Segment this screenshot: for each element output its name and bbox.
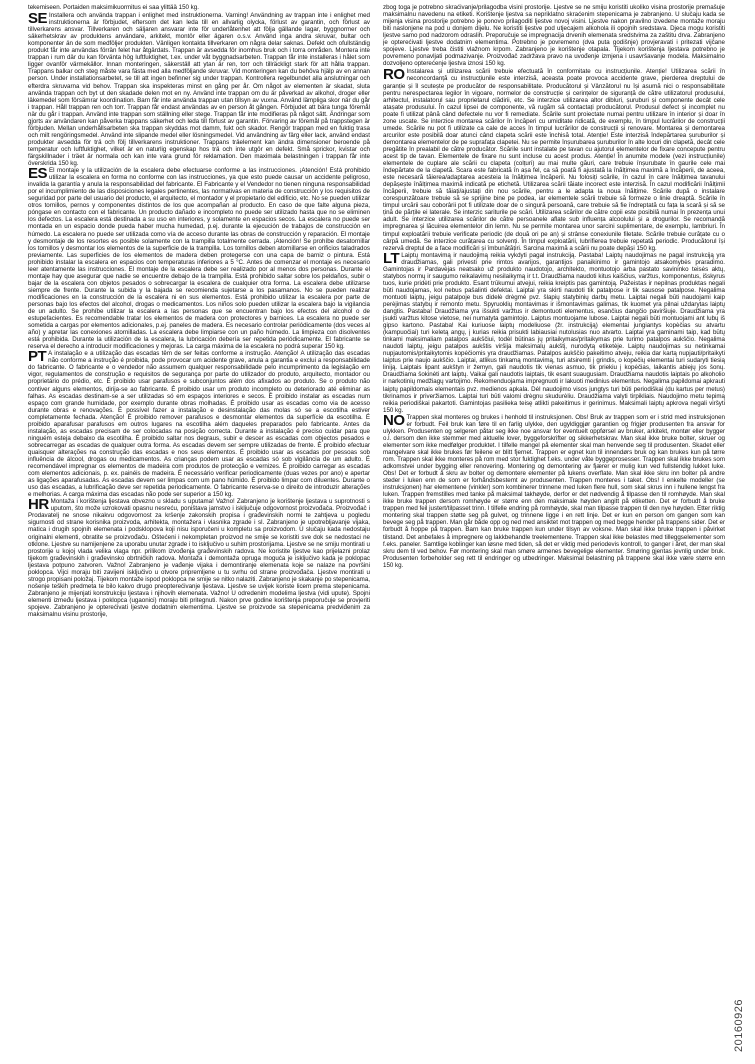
intro-text-fi: tekemiseen. Portaiden maksimikuormitus ei saa ylittää 150 kg. [28, 4, 199, 11]
section-text-lt: Laiptų montavimą ir naudojimą reikia vykdyti pagal instrukciją. Pastaba! Laiptų naudojimas ne pagal instrukciją yra draudžiamas, gali privesti prie rimtos avarijos, garantijos panaikinimo ir gamintojo atsakomybės praradimo. Gamintojas ir Pardavėjas neatsako už produkto naudotojo, architekto, montuotojo arba pastato savininko teisės aktų, statybos normų ir saugumo reikalavimų nesilaikymą ir t.t. Draudžiama naudoti kitus kaiščius, varžtus, komponentus, išskyrus tuos, kurie pridėti prie produkto. Esant trūkumui atvejui, reikia kreiptis pas gamintoją. Pažeistas ir nepilnas produktas negali būti naudojamas, kol nebus pašalinti defektai. Laiptai yra skirti naudoti tik patalpose ir tik sausose patalpose. Negalima montuoti laiptų, jeigu patalpoje bus didelė drėgmė pvz. šlapių statybinių darbų metu. Laiptai negali būti naudojami kaip perėjimas statybų ir remonto metu. Spyruoklių montavimas ir išmontavimas galimas, tik kuomet yra pilnai uždarytas laiptų dangtis. Pastaba! Draudžiama yra išsukti varžtus ir demontuoti elementus, esančius dangčio paviršiuje. Draudžiama yra įsukti varžtus kitose vietose, nei numatyta gamintojo. Laiptus montuojame lubose. Laiptai negali būti montuojami ant lubų iš gipso kartono. Pastaba! Kai kuriuose laiptų modeliuose (žr. instrukciją) elementai jungiantys kopėčias su atvartu (kampuočiai) turi keletą angų, į kurias reikia prisukti labiausiai nutolusias nuo atvarto. Laiptai yra gaminami taip, kad būtų tinkami maksimaliam patalpos aukščiui, todėl būtinas jų pritaikymas/pritaikymas prie turimo patalpos aukščio. Negalima naudoti laiptų, jeigu patalpos aukštis viršija maksimalų aukštį, nurodytą etiketėje. Laiptų naudojimas su netinkamai nupjautomis/pritaikytomis kopėčiomis yra draudžiamas. Patalpos aukščio pakeitimo atveju, reikia dar kartą nupjauti/pritaikyti laiptus prie naujo aukščio. Laiptai, atlikus tinkamą montavimą, turi atsiremti į grindis, o kopėčių elementai turi sudaryti tiesią liniją. Laiptais lipant aukštyn ir žemyn, gali naudotis tik vienas asmuo, tik priekiu į kopėčias, laikantis abiejų jos šonų. Draudžiama šokinėti ant laiptų. Vaikai gali naudotis laiptais, tik esant suaugusiam. Draudžiama naudotis laiptais po alkoholio ir narkotinių medžiagų vartojimo. Rekomenduojama impregnuoti ir lakuoti medinius elementus. Negalima papildomai apkrauti laiptų papildomais elementais pvz. medienos apkala. Dėl naudojimo visos jungtys turi būti periodiškai (du kartus per metus) tikrinamos ir priveržiamos. Laiptai turi būti valomi drėgnu skudurėliu. Draudžiama valyti tirpikliais. Naudojimo metu tepimą reikia periodiškai pakartoti. Gamintojas pasilieka teisę atlikti pakeitimus ir gerinimus. Maksimali laiptų apkrova negali viršyti 150 kg. [383, 251, 725, 414]
section-text-no: Trappen skal monteres og brukes i henhold til instruksjonen. Obs! Bruk av trappen som er i strid med instruksjonen er forbudt. Feil bruk kan føre til en farlig ulykke, den ugyldiggjør garantien og frigjør produsenten fra ansvar for ulykken. Produsenten og selgeren påtar seg ikke noe ansvar for eventuelt oppførsel av bruker, arkitekt, montør eller bygger o.l. dersom den ikke stemmer med aktuelle lover, byggeforskrifter og sikkerhetskrav. Man skal ikke bruke bolter, skruer og elementer som ikke medfølger produktet. I tilfelle mangel på elementer skal man henvende seg til produsenten. Skadet eller mangelvare skal ikke brukes før feilene er blitt fjernet. Trappen er egnet kun til innendørs bruk og kan brukes kun på tørre rom. Trappen skal ikke monteres på rom med stor fuktighet f.eks. under våte byggeprosesser. Trappen skal ikke brukes som adkomstvei under bygging eller renovering. Montering og demontering av fjærer er mulig kun ved fullstendig lukket luke. Obs! Det er forbudt å skru av bolter og demontere elementer på lukens overflate. Man skal ikke skru inn bolter på andre steder i luken enn de som er forhåndsbestemt av produsenten. Trappen monteres i taket. Obs! I enkelte modeller (se instruksjonen) har elementene (vinkler) som kombinerer trinnene med luken flere hull, som skal skrus inn i hullene lengst fra luken. Trappen fremstilles med tanke på maksimal takhøyde, derfor er det nødvendig å tilpasse den til romhøyde. Man skal ikke bruke trappen dersom romhøyde er større enn den maksimale høyden angitt på etiketten. Det er forbudt å bruke trappen med feil justert/tilpasset trinn. I tilfelle endring på romhøyde, skal man tilpasse trappen til den nye høyden. Etter riktig montering skal trappen støtte seg på gulvet, og trinnene ligge i en rett linje. Det er kun en person om gangen som kan bevege seg på trappen. Man går både opp og ned med ansiktet mot trappen og med begge hender på trappens sider. Det er forbudt å hoppe på trappen. Barn kan bruke trappen kun under tilsyn av voksne. Man skal ikke bruke trappen i påvirket tilstand. Det anbefales å impregnere og lakkbehandle treelementene. Trappen skal ikke belastes med tilleggselementer som f.eks. paneler. Samtlige koblinger kan løsne med tiden, så det er viktig med periodevis kontroll, to ganger i året, der man skal skru dem til ved behov. Før montering skal man smøre armenes bevegelige elementer. Smøring gjentas jevnlig under bruk. Produsenten forbeholder seg rett til endringer og utbedringer. Maksimal belastning på trappene skal ikke være større enn 150 kg. [383, 413, 725, 569]
section-hr [28, 498, 370, 618]
right-column [383, 4, 725, 1056]
section-se [28, 12, 370, 167]
document-code: 20160926 [733, 999, 745, 1052]
section-lt [383, 249, 725, 414]
section-no [383, 411, 725, 569]
section-text-es: El montaje y la utilización de la escalera debe efectuarse conforme a las instrucciones. ¡Atención! Está prohibido utilizar la escalera en forma no conforme con las instrucciones, ya que esto puede causar un accidente peligroso, invalida la garantía y anula la responsabilidad del fabricante. El Fabricante y el Vendedor no tienen ninguna responsabilidad por el incumplimiento de las disposiciones legales pertinentes, las normativas en materia de construcción y los requisitos de seguridad por parte del usuario del producto, el arquitecto, el montador y el propietario del edificio, etc. No se pueden utilizar otros tornillos, pernos y componentes distintos de los que acompañan al producto. En caso de que falte alguna pieza, póngase en contacto con el fabricante. Un producto dañado e incompleto no puede ser utilizado hasta que no se eliminen los defectos. La escalera está destinada a su uso en interiores, y solamente en espacios secos. La escalera no puede ser montada en un espacio donde pueda haber mucha humedad, p.ej. durante la ejecución de trabajos de construcción en húmedo. La escalera no puede ser utilizada como vía de acceso durante las obras de construcción y reparación. El montaje y desmontaje de los resortes es posible solamente con la trampilla totalmente cerrada. ¡Atención! Se prohíbe desatornillar los tornillos y desmontar los elementos de la superficie de la trampilla. Los tornillos deben atornillarse en orificios taladrados previamente. Las superficies de los elementos de madera deben protegerse con una capa de barniz o pintura. Está prohibido instalar la escalera en espacios con temperaturas inferiores a 5 °C. Antes de comenzar el montaje es necesario leer atentamente las instrucciones. El montaje de la escalera debe ser realizado por al menos dos personas. Durante el montaje hay que asegurar que nadie se encuentre debajo de la trampilla. Está prohibido saltar sobre los peldaños, subir o bajar de la escalera con objetos pesados o sobrecargar la escalera de cualquier otra forma. La escalera debe utilizarse siempre de frente. Durante la subida y la bajada se recomienda sujetarse a los pasamanos. No se pueden realizar modificaciones en la construcción de la escalera ni en sus elementos. Está prohibido utilizar la escalera por parte de personas bajo los efectos del alcohol, drogas o medicamentos. Los niños solo pueden utilizar la escalera bajo la vigilancia de un adulto. Se prohíbe utilizar la escalera a las personas que se encuentran bajo los efectos del alcohol o de estupefacientes. Es recomendable tratar los elementos de madera con protectores y barnices. La escalera no puede ser sometida a cargas por elementos adicionales, p.ej. paneles de madera. Es necesario controlar periódicamente (dos veces al año) y apretar las conexiones atornilladas. La escalera debe limpiarse con un paño húmedo. La limpieza con disolventes está prohibida. Durante la utilización de la escalera, la lubricación debería ser repetida periódicamente. El fabricante se reserva el derecho a introducir modificaciones y mejoras. La carga máxima de la escalera no podrá superar 150 kg. [28, 167, 370, 351]
intro-text-hr-cont: zbog toga je potrebno skraćivanje/prilagodba visini prostorije. Ljestve se ne smiju koristiti ukoliko visina prostorije premašuje maksimalnu navedenu na etiketi. Korištenje ljestva sa nepriklatno skraćenim stepenicama je zabranjeno. U slučaju kada se mijenja visina prostorije potrebno je ponovo prilagoditi ljestve novoj visini. Ljestve nakon pravilno izvedene montaže moraju biti naslonjene na pod u donjem dijelu. Ne koristiti ljestve pod utjecajem alkohola ili opojnih sredstava. Djeca mogu koristiti ljestve samo pod nadzorom odraslih. Preporučuje se impregnacija drvenih elemenata sredstvima za zaštitu drva. Zabranjeno je opterećivati ljestve dodatnim elementima. Potrebno je povremeno (dva puta godišnje) provjeravati i pritezati vijčane spojeve. Ljestve treba čistiti vlažnom krpom. Zabranjeno je korištenje otapala. Tijekom korištenja ljestava potrebno je povremeno ponavljati podmazivanje. Proizvođač zadržava pravo na uvođenje izmjena i usavršavanje modela. Maksimalno dozvoljeno opterećenje ljestva iznosi 150 kg. [383, 4, 725, 68]
language-code-lt: LT [383, 249, 400, 267]
language-code-se: SE [28, 10, 48, 28]
section-es [28, 167, 370, 350]
section-text-pt: A instalação e a utilização das escadas têm de ser feitas conforme a instrução. Atenção! A utilização das escadas não conforme a instrução é proibida, pode provocar um acidente grave, anula a garantia e exclui a responsabilidade do fabricante. O fabricante e o vendedor não assumem qualquer responsabilidade pelo incumprimento da legislação em vigor, regulamentos de construção e requisitos de segurança por parte do utilizador do produto, arquitecto, montador ou proprietário do prédio, etc. É proibido usar parafusos e subconjuntos além dos afixados ao produto. Se o produto não contiver alguns elementos, dirija-se ao fabricante. É proibido usar um produto incompleto ou deteriorado até eliminar as falhas. As escadas destinam-se a ser utilizadas só em espaços interiores e secos. É proibido instalar as escadas num espaço com grande humidade, por exemplo durante obras molhadas. É proibido usar as escadas como via de acesso durante obras e renovações. É possível fazer a instalação e desinstalação das molas só se a escotilha estiver completamente fechada. Atenção! É proibido remover parafusos e desmontar elementos da superfície da escotilha. É proibido aparafusar parafusos em outros lugares na escotilha além daqueles preparados pelo fabricante. Antes da instalação, as escadas precisam de ser colocadas na posição correcta. Durante a instalação é preciso cuidar para que ninguém esteja debaixo da escotilha. É proibido saltar nos degraus, subir e descer as escadas com objectos pesados e sobrecarregar as escadas de qualquer outra forma. As escadas devem ser sempre utilizadas de frente. É proibido efectuar quaisquer alterações na construção das escadas e nos seus elementos. É proibido usar as escadas por pessoas sob influência de álcool, drogas ou medicamentos. As crianças podem usar as escadas só sob vigilância de um adulto. É recomendável impregnar os elementos de madeira com produtos de protecção e vernizes. É proibido carregar as escadas com elementos adicionais, p. ex. painéis de madeira. É necessário verificar periodicamente (duas vezes por ano) e apertar as ligações aparafusadas. As escadas devem ser limpas com um pano húmido. É proibido limpar com diluentes. Durante o uso das escadas, a lubrificação deve ser repetida periodicamente. O fabricante reserva-se o direito de introduzir alterações e melhorias. A carga máxima das escadas não pode ser superior a 150 kg. [28, 350, 370, 499]
section-text-hr: Montaža i korištenja ljestava obvezno u skladu s uputama! Važno! Zabranjeno je korištenje ljestava u suprotnosti s uputom, što može uzrokovati opasnu nesreću, poništava jamstvo i isključuje odgovornost proizvođača. Proizvođač i Prodavatelj ne snose nikakvu odgovornost za kršenje zakonskih propisa i građevinskih normi te zahtjeva u pogledu sigurnosti od strane korisnika proizvoda, arhitekta, montažera i vlasnika zgrade i sl. Zabranjeno je upotrebljavanje vijaka, matica i drugih spojnih elemenata i podsklopova koji nisu isporučeni u kompletu sa proizvodom. U slučaju kada nedostaju originalni elementi, obratite se proizvođaču. Oštećeni i nekompletan proizvod ne smije se koristiti sve dok se nedostaci ne otklone. Ljestve su namijenjene za uporabu unutar zgrade i to isključivo u suhim prostorijama. Ljestve se ne smiju montirati u prostorije u kojoj vlada velika vlaga npr. prilikom izvođenja građevinskih radova. Ne koristite ljestve kao prijelazni prolaz tijekom građevinskih i građevinsko obrtničkih radova. Montaža i demontaža opruga moguća je isključivo kada je poklopac ljestava potpuno zatvoren. Važno! Zabranjeno je vađenje vijaka i demontiranje elemenata koje se nalaze na površini poklopca. Vijci moraju biti zavijeni isključivo u otvore pripremljene u tu svrhu od strane proizvođača. Ljestve montirati u strogo propisani položaj. Tijekom montaže ispod poklopca ne smije se nitko nalaziti. Zabranjeno je skakanje po stepenicama, nošenje teških predmeta te bilo kakvo drugo preopterećivanje ljestava. Ljestve se uvijek koriste licem prema stepenicama. Zabranjeno je mijenjati konstrukciju ljestava i njihovih elemenata. Važno! U odredenim modelima ljestva (vidi upute). Spojni elementi između ljestava i poklopca (ugaonici) moraju biti pritegnuti. Nakon prve godine korištenja preporučuje se provjeriti spojeve. Zabranjeno je opterećivati ljestve dodatnim elementima. Ljestve se proizvode sa stepenicama predviđenim za maksimalnu visinu prostorije, [28, 498, 370, 619]
language-code-no: NO [383, 411, 405, 429]
left-column [28, 4, 370, 1056]
section-ro [383, 68, 725, 251]
language-code-pt: PT [28, 348, 47, 366]
section-text-ro: Instalarea și utilizarea scării trebuie efectuată în conformitate cu instrucțiunile. Atenție! Utilizarea scării în neconcordanță cu instrucțiunile este interzisă, aceasta poate provoca accidente grave, pierderea dreptului de garanție și îl scutește pe producător de responsabilitate. Producătorul și Vânzătorul nu își asumă nici o responsabilitate pentru nerespectarea legilor în vigoare, normelor de construcție și cerințelor de siguranță de către utilizatorul produsului, arhitectul, instalatorul sau proprietarul clădirii, etc. Se interzice utilizarea altor dibluri, șuruburi și componente decât cele atașate produsului. În cazul lipsei de componente, vă rugăm să contactați producătorul. Produsul defect și incomplet nu poate fi utilizat până când defectele nu vor fi remediate. Scările sunt proiectate numai pentru utilizare în interior și doar în zone uscate. Se interzice montarea scărilor în încăperi cu umiditate ridicată, de exemplu, în timpul lucrărilor de construcții umede. Scările nu pot fi utilizate ca cale de acces în timpul lucrărilor de construcții și renovare. Montarea și demontarea arcurilor este posibilă doar atunci când clapeta scării este închisă total. Atenție! Este interzisă îndepărtarea șuruburilor și demontarea elementelor de pe suprafața clapetei. Nu se permite înșurubarea șuruburilor în alte locuri din clapetă, decât cele pregătite în prealabil de către producător. Scările sunt instalate pe tavan cu ajutorul elementelor de fixare concepute pentru acest tip de tavan. Elementele de fixare nu sunt incluse cu acest produs. Atenție! În anumite modele (vezi instrucțiunile) elementele de cuplare ale scării cu clapeta (colțuri) au mai multe găuri, care trebuie înșurubate în gaurile cele mai îndepărtate de la clapetă. Scara este fabricată în așa fel, ca să poată fi ajustată la înălțimea maximă a încăperii, de aceea, este necesară tăierea/adaptarea acesteia la înălțimea încăperii. Nu folosiți scările, în cazul în care înălțimea tavanului depășește înălțimea maximă indicată pe etichetă. Utilizarea scării tăiate incorect este interzisă. În cazul modificării înălțimii încăperii, trebuie să tăiați/ajustați din nou scările, pentru a le adapta la noua înălțime. Scările după o instalare corespunzătoare trebuie să se sprijine bine pe podea, iar elementele scării trebuie să formeze o linie dreaptă. Scările în timpul urcării sau coborârii pot fi utilizate doar de o singură persoană, care trebuie să fie îndreptată cu fața la scară și să se țină de părțile ei laterale. Se interzic sariturile pe scări. Utilizarea scărilor de către copii este posibilă numai în prezența unui adult. Se interzice utilizarea scărilor de către persoanele aflate sub influența alcoolului și a drogurilor. Se recomandă impregnarea și lăcuirea elementelor din lemn. Nu se permite montarea unor sarcini suplimentare, de exemplu, lambriuri. În timpul exploatării trebuie verificate periodic (de două ori pe an) și strânse conexiunile filetate. Scările trebuie curățate cu o cârpă umedă. Se interzice curățarea cu solvenți. În timpul exploatării, lubrifierea trebuie repetată periodic. Producătorul își rezervă dreptul de a face modificări și îmbunătățiri. Sarcina maximă a scării nu poate depăși 150 kg. [383, 68, 725, 252]
language-code-hr: HR [28, 496, 49, 514]
instruction-page [28, 4, 725, 1056]
language-code-ro: RO [383, 66, 405, 84]
section-pt [28, 350, 370, 498]
section-text-se: Installera och använda trappan i enlighet med instruktionerna. Varning! Användning av trappan inte i enlighet med instruktionerna är förbjudet, eftersom det kan leda till en allvarlig olycka, förlust av garantin, och förlust av tillverkarens ansvar. Tillverkaren och säljaren ansvarar inte för underlåtenhet att följa gällande lagar, byggnormer och säkerhetskrav av produktens användare, arkitekt, montör eller ägaren o.s.v. Använd inga andra skruvar, bultar och komponenter än de som medföljer produkten. Vänligen kontakta tillverkaren om några delar saknas. Defekt och ofullständig produkt får inte användas förrän felet har åtgärdats. Trappan är avsedda för inomhus bruk och i torra områden. Montera inte trappan i rum där du kan förvänta hög luftfuktighet, t.ex. under våt byggnadsarbeten. Trappan får inte installeras i hålet som ligger ovanför värmekällor. Innan monteringen, säkerställ att ytan är ren, torr och tillräckligt stark för att hålla trappan. Trappans balkar och steg måste vara fästa med alla medföljande skruvar. Vid monteringen kan du behöva hjälp av en annan person. Under installationsarbetet, se till att ingen befinner sig under trappan. Kontrollera regelbundet alla anslutningar och efterdra skruvarna vid behov. Trappan ska inspekteras minst en gång per år. Om något av elementen är skadat, sluta använda trappan och byt ut den skadade delen mot en ny. Använd inte trappan om du är påverkad av alkohol, droger eller läkemedel som försämrar koordination. Barn får inte använda trappan utan tillsyn av vuxna. Använd lämpliga skor när du går i trappan. Håll trappan ren och torr. Trappan får endast användas av en person åt gången. Förbjudet att bära tunga föremål när du går i trappan. Använd inte trappan som ställning eller stege. Trappan får inte modifieras på något sätt. Ändringar som gjorts av användaren kan påverka trappans säkerhet och leda till förlust av garantin. Förvaring av föremål på trappstegen är förbjuden. Mellan underhållsarbeten ska trappan skyddas mot damm, fukt och skador. Rengör trappan med en fuktig trasa och milt rengöringsmedel. Använd inte slipande medel eller lösningsmedel. Vid användning av färg eller lack, använd endast produkter avsedda för trä och följ tillverkarens instruktioner. Trappans träelement kan ändra dimensioner beroende på temperatur och luftfuktighet, vilket är en naturlig egenskap hos trä och inte utgör en defekt. Små sprickor, kvistar och färgskillnader i träet är normala och kan inte vara grund för reklamation. Den maximala belastningen i trappan får inte överskrida 150 kg. [28, 12, 370, 168]
language-code-es: ES [28, 165, 48, 183]
